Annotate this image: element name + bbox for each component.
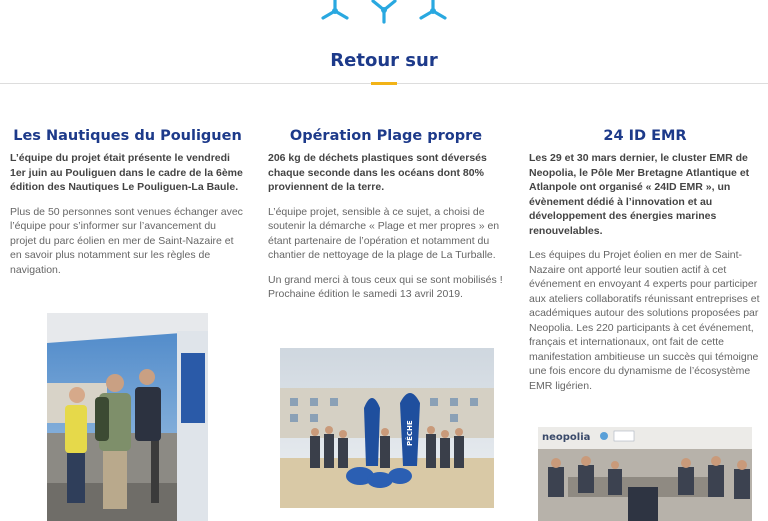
article-24id-emr xyxy=(529,128,761,403)
article-plage-propre xyxy=(268,128,504,312)
banner-label: PÊCHE xyxy=(406,420,414,446)
article-paragraph: Les équipes du Projet éolien en mer de Saint-Nazaire ont apporté leur soutien actif à cet événement en envoyant 4 experts pour participer aux ateliers collaboratifs réunissant entreprises et académiques autour des solutions proposées par Neopolia. Les 220 participants à cet événement, français et internationaux, ont fait de cette manifestation ambitieuse un succès qui témoigne une fois encore du dynamisme de l’écosystème EMR ligérien. xyxy=(529,249,760,392)
photo-nautiques-stand xyxy=(47,313,208,521)
neopolia-logo: neopolia xyxy=(542,432,591,443)
section-divider-accent xyxy=(371,82,397,85)
article-lead: 206 kg de déchets plastiques sont déversés chaque seconde dans les océans dont 80% proviennent de la terre. xyxy=(268,152,487,193)
article-nautiques xyxy=(10,128,245,287)
article-paragraph: Un grand merci à tous ceux qui se sont mobilisés ! Prochaine édition le samedi 13 avril 2019. xyxy=(268,273,503,300)
photo-plage-propre-group xyxy=(280,348,494,508)
article-title[interactable]: Opération Plage propre xyxy=(289,128,483,144)
section-title: Retour sur xyxy=(330,50,438,71)
article-paragraph: L’équipe projet, sensible à ce sujet, a choisi de soutenir la démarche « Plage et mer propres » en étant partenaire de l’opération et notamment du chantier de nettoyage de la plage de La Turballe. xyxy=(268,205,500,261)
article-paragraph: Plus de 50 personnes sont venues échanger avec l’équipe pour s’informer sur l’avancement du projet du parc éolien en mer de Saint-Nazaire et en savoir plus notamment sur les règles de navigation. xyxy=(10,205,243,276)
article-title[interactable]: Les Nautiques du Pouliguen xyxy=(13,128,242,144)
article-lead: Les 29 et 30 mars dernier, le cluster EMR de Neopolia, le Pôle Mer Bretagne Atlantique et Atlanpole ont organisé « 24ID EMR », un évènement dédié à l’innovation et au développement des énergies marines renouvelables. xyxy=(529,152,750,237)
photo-24id-emr-workshop xyxy=(538,427,752,521)
article-title[interactable]: 24 ID EMR xyxy=(603,128,687,144)
article-lead: L’équipe du projet était présente le vendredi 1er juin au Pouliguen dans le cadre de la 6ème édition des Nautiques Le Pouliguen-La Baule. xyxy=(10,152,243,193)
wind-turbine-icons xyxy=(318,0,450,26)
